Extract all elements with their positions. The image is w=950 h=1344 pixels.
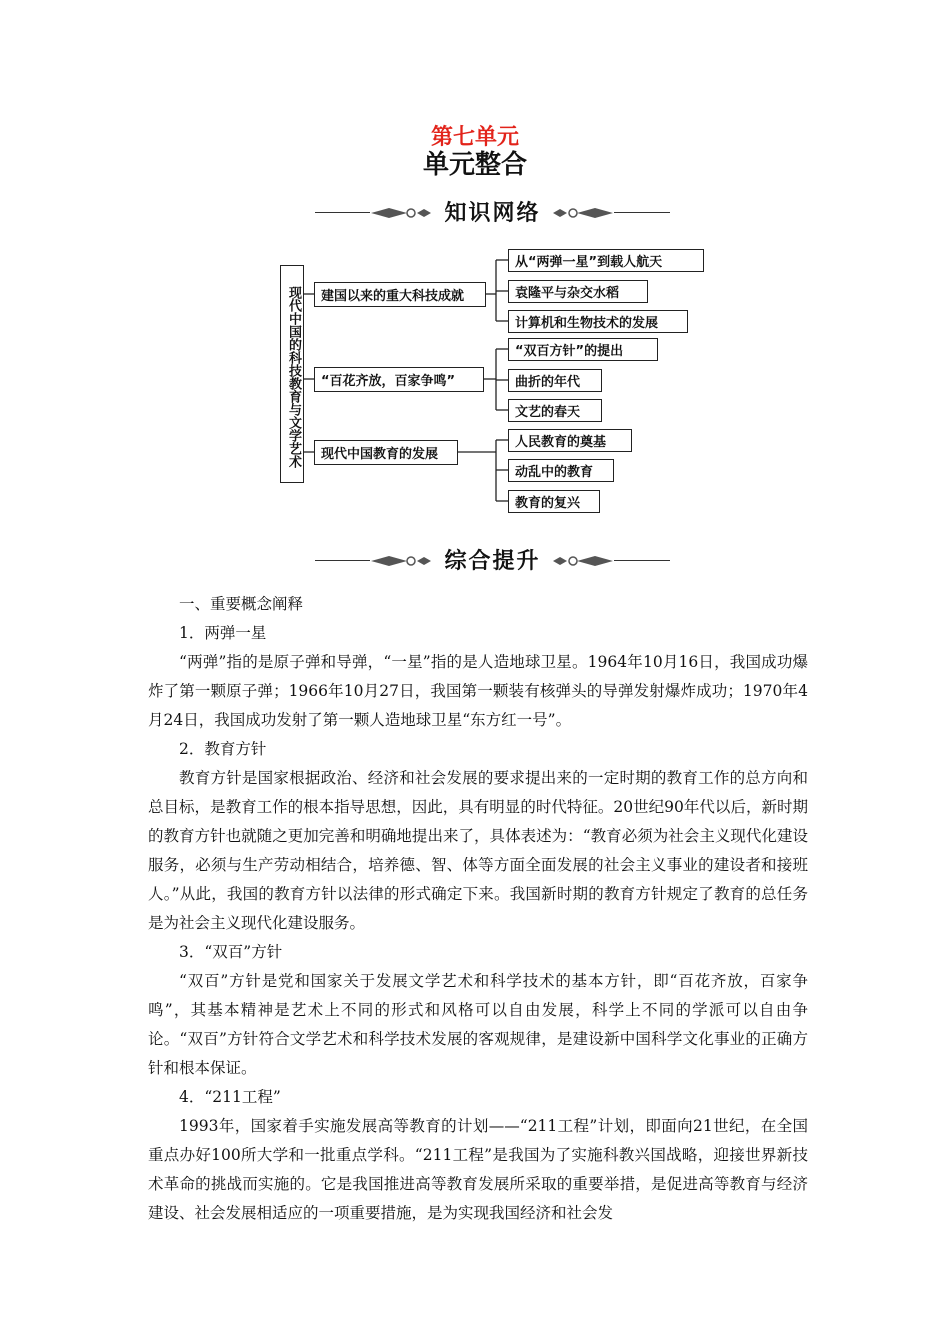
item-heading: 2．教育方针 — [179, 740, 267, 758]
item-heading: 1．两弹一星 — [179, 624, 267, 642]
item-heading: 4．“211工程” — [179, 1088, 281, 1106]
page-title: 单元整合 — [422, 150, 527, 180]
diagram-branch: 现代中国教育的发展 — [314, 440, 458, 465]
divider-line — [614, 560, 670, 561]
item-paragraph: “双百”方针是党和国家关于发展文学艺术和科学技术的基本方针，即“百花齐放，百家争鸣”，其基本精神是艺术上不同的形式和风格可以自由发展，科学上不同的学派可以自由争论。“双百”方针符合文学艺术和科学技术发展的客观规律，是建设新中国科学文化事业的正确方针和根本保证。 — [148, 972, 808, 1077]
diagram-leaf: 袁隆平与杂交水稻 — [508, 280, 648, 303]
unit-title: 第七单元 — [430, 125, 519, 150]
item-paragraph: 教育方针是国家根据政治、经济和社会发展的要求提出来的一定时期的教育工作的总方向和总目标，是教育工作的根本指导思想，因此，具有明显的时代特征。20世纪90年代以后，新时期的教育方针也就随之更加完善和明确地提出来了，具体表述为：“教育必须为社会主义现代化建设服务，必须与生产劳动相结合，培养德、智、体等方面全面发展的社会主义事业的建设者和接班人。”从此，我国的教育方针以法律的形式确定下来。我国新时期的教育方针规定了教育的总任务是为社会主义现代化建设服务。 — [148, 769, 808, 932]
diagram-leaf: 人民教育的奠基 — [508, 429, 632, 452]
diagram-leaf: 曲折的年代 — [508, 369, 602, 392]
diagram-root: 现代中国的科技教育与文学艺术 — [280, 265, 304, 483]
diagram-leaf: 从“两弹一星”到载人航天 — [508, 249, 704, 272]
section-title: 综合提升 — [444, 549, 541, 574]
ornament-icon — [553, 554, 613, 568]
diagram-leaf: 教育的复兴 — [508, 490, 600, 513]
item-heading: 3．“双百”方针 — [179, 943, 283, 961]
diagram-leaf: “双百方针”的提出 — [508, 338, 658, 361]
diagram-branch: “百花齐放，百家争鸣” — [314, 367, 484, 392]
item-paragraph: “两弹”指的是原子弹和导弹，“一星”指的是人造地球卫星。1964年10月16日，我国成功爆炸了第一颗原子弹；1966年10月27日，我国第一颗装有核弹头的导弹发射爆炸成功；1970年4月24日，我国成功发射了第一颗人造地球卫星“东方红一号”。 — [148, 653, 808, 729]
body-text — [148, 590, 808, 1228]
diagram-leaf: 计算机和生物技术的发展 — [508, 310, 688, 333]
item-paragraph: 1993年，国家着手实施发展高等教育的计划——“211工程”计划，即面向21世纪，在全国重点办好100所大学和一批重点学科。“211工程”是我国为了实施科教兴国战略，迎接世界新技术革命的挑战而实施的。它是我国推进高等教育发展所采取的重要举措，是促进高等教育与经济建设、社会发展相适应的一项重要措施，是为实现我国经济和社会发 — [148, 1117, 808, 1222]
diagram-leaf: 文艺的春天 — [508, 399, 602, 422]
section-title: 知识网络 — [444, 201, 541, 226]
section-header-synthesis — [315, 544, 670, 578]
section-heading: 一、重要概念阐释 — [179, 595, 304, 613]
diagram-branch: 建国以来的重大科技成就 — [314, 282, 486, 307]
diagram-leaf: 动乱中的教育 — [508, 459, 614, 482]
